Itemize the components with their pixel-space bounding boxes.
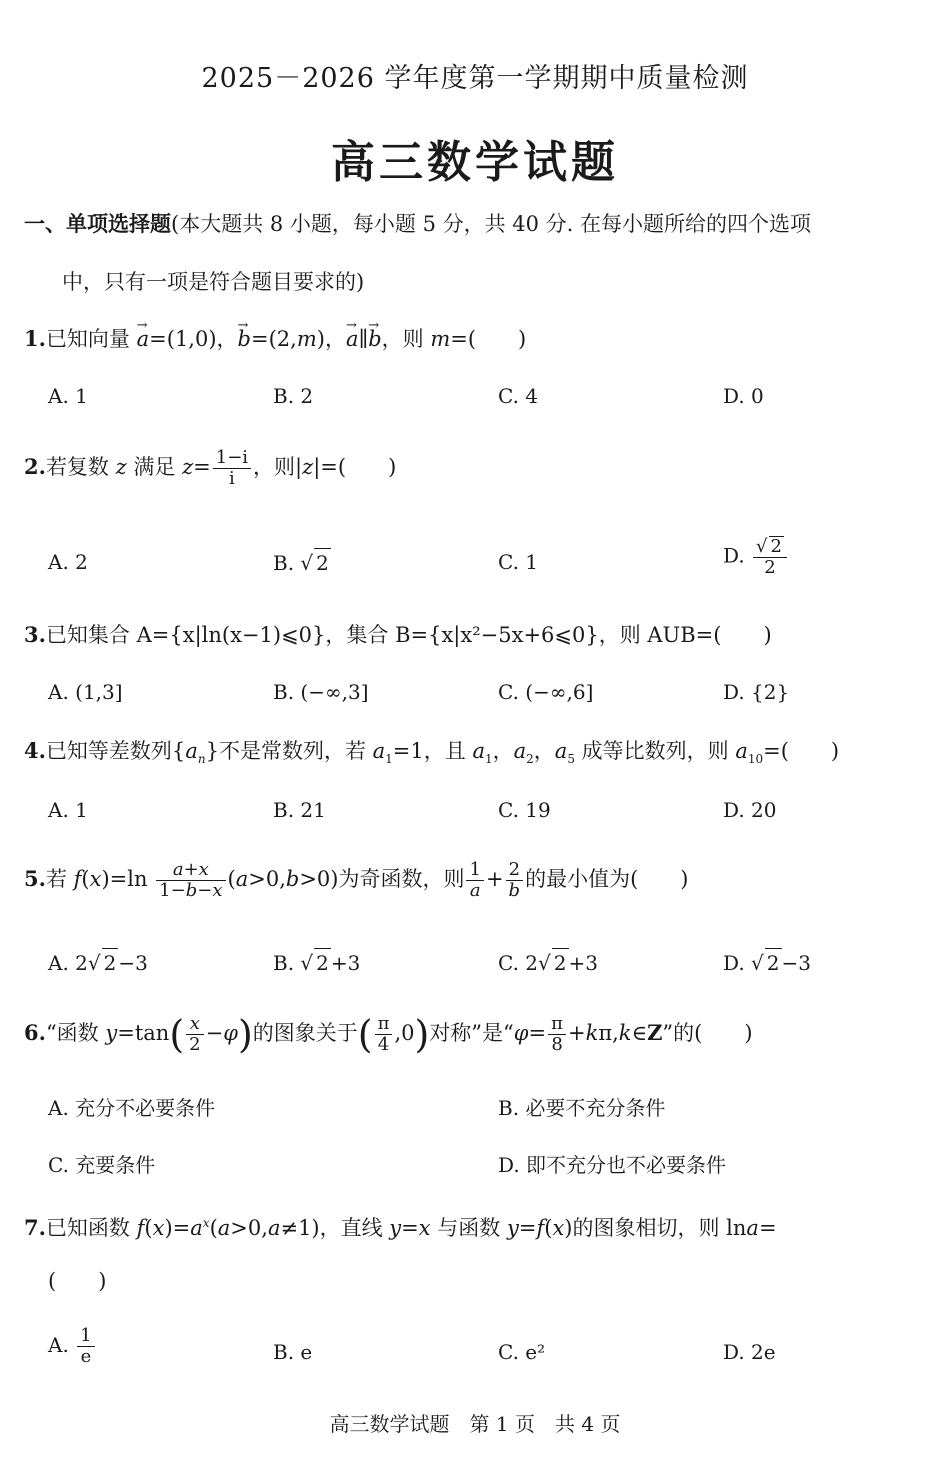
question-number: 1. — [24, 326, 46, 351]
question-2: 2.若复数 z 满足 z= $\frac{1-i}{i}$ ，则|z|=( ) — [24, 447, 397, 489]
option-5c: C. 2√ 2 +3 — [498, 948, 598, 977]
option-4b: B. 21 — [273, 798, 326, 822]
question-7-line2: ( ) — [48, 1269, 107, 1293]
option-6c: C. 充要条件 — [48, 1153, 156, 1177]
option-7d: D. 2e — [723, 1340, 776, 1364]
option-5b: B. √ 2 +3 — [273, 948, 360, 977]
option-1b: B. 2 — [273, 384, 314, 408]
option-6a: A. 充分不必要条件 — [48, 1096, 216, 1120]
section-desc-line1: (本大题共 8 小题，每小题 5 分，共 40 分. 在每小题所给的四个选项 — [171, 212, 812, 236]
question-7: 7.已知函数 $f(x)=a^x(a>0,a\ne 1)$，直线 y=x 与函数 y=f(x)的图象相切，则 lna= — [24, 1215, 777, 1240]
option-6b: B. 必要不充分条件 — [498, 1096, 666, 1120]
exam-subtitle: 2025－2026 学年度第一学期期中质量检测 — [201, 63, 749, 94]
option-2b: B. √ 2 — [273, 548, 331, 577]
option-2c: C. 1 — [498, 550, 539, 574]
question-6: 6.“函数 y=tan( $\frac{x}{2}$ −φ)的图象关于( $\frac{\pi}{4}$ ,0)对称”是“φ= $\frac{\pi}{8}$ +kπ,k∈Z”的( ) — [24, 1012, 753, 1057]
option-3a: A. (1,3] — [48, 680, 123, 704]
question-number: 2. — [24, 454, 46, 479]
exam-title: 高三数学试题 — [331, 137, 619, 188]
page-footer: 高三数学试题 第 1 页 共 4 页 — [329, 1412, 621, 1436]
option-7c: C. e² — [498, 1340, 546, 1364]
question-1: 1.已知向量 → a=(1,0)，→ b=(2,m)，→ a∥→ b，则 m=( ) — [24, 324, 526, 354]
question-number: 5. — [24, 866, 46, 891]
option-3c: C. (−∞,6] — [498, 680, 594, 704]
option-7b: B. e — [273, 1340, 313, 1364]
section-name: 一、单项选择题 — [24, 211, 171, 236]
question-number: 4. — [24, 738, 46, 763]
question-3: 已知集合 A={x|ln(x−1)⩽0}，集合 B={x|x²−5x+6⩽0}，则 AUB=( ) — [45, 623, 772, 647]
option-3b: B. (−∞,3] — [273, 680, 369, 704]
option-5a: A. 2√ 2 −3 — [48, 948, 148, 977]
section-heading — [24, 210, 811, 238]
section-desc-line2: 中，只有一项是符合题目要求的) — [62, 270, 365, 294]
question-number: 3. — [24, 622, 46, 647]
option-5d: D. √ 2 −3 — [723, 948, 811, 977]
option-1c: C. 4 — [498, 384, 539, 408]
option-1a: A. 1 — [48, 384, 88, 408]
option-1d: D. 0 — [723, 384, 764, 408]
question-5: 5.若 f(x)=ln $\frac{a+x}{1-b-x}$ (a>0,b>0)为奇函数，则 $\frac{1}{a}$ + $\frac{2}{b}$ 的最小值为( ) — [24, 859, 689, 901]
option-2d: D. $\frac{√ 2}{2}$ — [723, 536, 789, 578]
option-7a: A. $\frac{1}{e}$ — [48, 1326, 97, 1367]
option-6d: D. 即不充分也不必要条件 — [498, 1153, 727, 1177]
question-number: 6. — [24, 1020, 46, 1045]
option-4c: C. 19 — [498, 798, 551, 822]
option-4a: A. 1 — [48, 798, 88, 822]
option-4d: D. 20 — [723, 798, 777, 822]
question-4: 4.已知等差数列$\{a_n\}$不是常数列，若 $a_1=1$，且 $a_1$，$a_2$，$a_5$ 成等比数列，则 $a_{10}=$( ) — [24, 738, 840, 767]
question-number: 7. — [24, 1215, 46, 1240]
option-2a: A. 2 — [48, 550, 88, 574]
option-3d: D. {2} — [723, 680, 790, 704]
